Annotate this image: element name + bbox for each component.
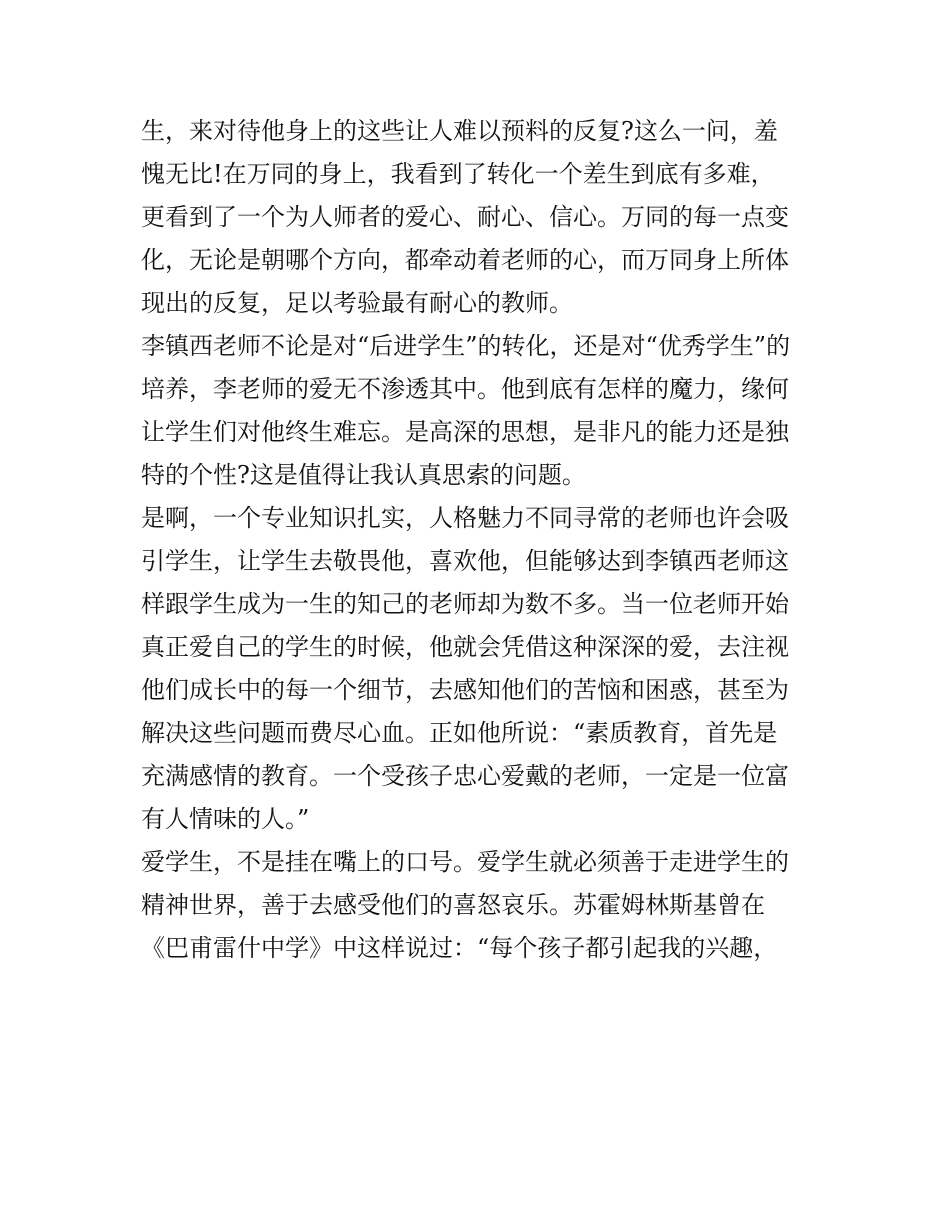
text-line: 生，来对待他身上的这些让人难以预料的反复?这么一问，羞 (141, 117, 778, 145)
text-line: 特的个性?这是值得让我认真思索的问题。 (141, 461, 586, 489)
text-line: 精神世界，善于去感受他们的喜怒哀乐。苏霍姆林斯基曾在 (141, 891, 765, 919)
text-line: 是啊，一个专业知识扎实，人格魅力不同寻常的老师也许会吸 (141, 504, 789, 532)
text-line: 愧无比!在万同的身上，我看到了转化一个差生到底有多难， (141, 160, 775, 188)
text-line: 化，无论是朝哪个方向，都牵动着老师的心，而万同身上所体 (141, 246, 789, 274)
text-line: 让学生们对他终生难忘。是高深的思想，是非凡的能力还是独 (141, 418, 789, 446)
text-line: 现出的反复，足以考验最有耐心的教师。 (141, 289, 573, 317)
text-line: 爱学生，不是挂在嘴上的口号。爱学生就必须善于走进学生的 (141, 848, 789, 876)
text-line: 有人情味的人。” (141, 805, 310, 833)
text-line: 李镇西老师不论是对“后进学生”的转化，还是对“优秀学生”的 (141, 332, 791, 360)
text-line: 更看到了一个为人师者的爱心、耐心、信心。万同的每一点变 (141, 203, 789, 231)
text-line: 充满感情的教育。一个受孩子忠心爱戴的老师，一定是一位富 (141, 762, 789, 790)
text-line: 培养，李老师的爱无不渗透其中。他到底有怎样的魔力，缘何 (141, 375, 789, 403)
text-line: 《巴甫雷什中学》中这样说过：“每个孩子都引起我的兴趣， (141, 934, 778, 962)
text-line: 解决这些问题而费尽心血。正如他所说：“素质教育，首先是 (141, 719, 778, 747)
text-line: 真正爱自己的学生的时候，他就会凭借这种深深的爱，去注视 (141, 633, 789, 661)
text-line: 引学生，让学生去敬畏他，喜欢他，但能够达到李镇西老师这 (141, 547, 789, 575)
text-line: 他们成长中的每一个细节，去感知他们的苦恼和困惑，甚至为 (141, 676, 789, 704)
body-text (141, 110, 821, 970)
text-line: 样跟学生成为一生的知己的老师却为数不多。当一位老师开始 (141, 590, 789, 618)
